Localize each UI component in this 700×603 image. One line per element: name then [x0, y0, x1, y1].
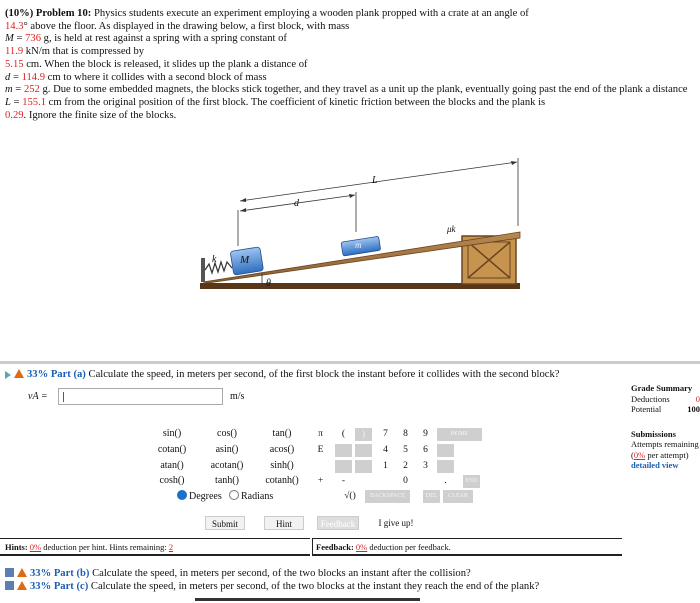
submit-button[interactable]: Submit [205, 516, 245, 530]
home-key[interactable]: HOME [437, 428, 482, 441]
hint-button[interactable]: Hint [264, 516, 304, 530]
part-b-question: Calculate the speed, in meters per second, of the two blocks an instant after the collision? [92, 568, 471, 579]
radio-empty-icon [229, 490, 239, 500]
part-a-question: Calculate the speed, in meters per second, of the first block the instant before it collides with the second block? [88, 369, 560, 380]
plus-key[interactable]: + [317, 476, 324, 486]
answer-input[interactable] [58, 388, 223, 405]
answer-unit: m/s [230, 391, 245, 402]
compression-value: 5.15 [5, 58, 24, 70]
block-m-label: m [355, 240, 362, 250]
asin-button[interactable]: asin() [215, 444, 239, 455]
give-up-button[interactable]: I give up! [378, 518, 414, 528]
blank-key[interactable] [335, 444, 352, 457]
clear-key[interactable]: CLEAR [443, 490, 473, 503]
part-b-icon [5, 568, 14, 577]
part-c-label: 33% Part (c) [30, 581, 89, 592]
cosh-button[interactable]: cosh() [159, 475, 185, 486]
problem-text: . Ignore the finite size of the blocks. [23, 109, 177, 121]
per-attempt-pct: 0% [633, 449, 646, 460]
mass-m-value: 252 [23, 84, 40, 96]
mu-label: μk [447, 224, 456, 234]
grade-summary: Grade Summary Deductions 0 Potential 100 Submissions Attempts remaining (0% per attempt) detailed view [631, 383, 700, 470]
theta-label: θ [266, 278, 271, 289]
feedback-text: deduction per feedback. [367, 542, 451, 552]
problem-text: cm to where it collides with a second block of mass [45, 71, 267, 83]
var-L: L [5, 96, 11, 108]
hints-label: Hints: [5, 542, 28, 552]
feedback-button[interactable]: Feedback [317, 516, 359, 530]
sqrt-key[interactable]: √() [344, 491, 356, 501]
part-c-heading[interactable] [5, 581, 539, 592]
problem-text: cm from the original position of the first block. The coefficient of kinetic friction between the blocks and the plank is [46, 96, 546, 108]
part-c-icon [5, 581, 14, 590]
sinh-button[interactable]: sinh() [270, 460, 294, 471]
radians-label: Radians [241, 491, 274, 502]
feedback-bar [312, 538, 622, 556]
warning-icon [14, 369, 24, 378]
attempts-label: Attempts remaining [631, 439, 699, 449]
feedback-label: Feedback: [316, 542, 354, 552]
key-6[interactable]: 6 [423, 445, 428, 455]
distance-d-value: 114.9 [21, 71, 46, 83]
deductions-label: Deductions [631, 393, 670, 404]
hint-deduction: 0% [29, 542, 42, 552]
degrees-label: Degrees [189, 491, 222, 502]
atan-button[interactable]: atan() [160, 460, 184, 471]
acos-button[interactable]: acos() [269, 444, 295, 455]
problem-text: kN/m that is compressed by [23, 46, 145, 58]
submissions-title: Submissions [631, 428, 676, 439]
tanh-button[interactable]: tanh() [215, 475, 239, 486]
spring-label: k [212, 254, 217, 265]
equals: = [13, 33, 26, 45]
part-b-label: 33% Part (b) [30, 568, 90, 579]
dot-key[interactable]: . [444, 476, 447, 486]
feedback-deduction: 0% [355, 542, 368, 552]
acotan-button[interactable]: acotan() [210, 460, 244, 471]
problem-statement: (10%) Problem 10: Physics students execute an experiment employing a wooden plank propped with a crate at an angle of 14.3° above the floor. As displayed in the drawing below, a first block, with mass M = 736 g, is held at rest against a spring with a spring constant of 11.9 kN/m that is compressed by 5.15 cm. When the block is released, it slides up the plank a distance of d = 114.9 cm to where it collides with a second block of mass m = 252 g. Due to some embedded magnets, the blocks stick together, and they travel as a unit up the plank, eventually going past the end of the plank a distance L = 155.1 cm from the original position of the first block. The coefficient of kinetic friction between the blocks and the plank is 0.29. Ignore the finite size of the blocks. [5, 8, 688, 121]
grade-title: Grade Summary [631, 383, 693, 393]
distance-L-value: 155.1 [22, 96, 47, 108]
problem-text: g, is held at rest against a spring with a spring constant of [41, 33, 287, 45]
key-7[interactable]: 7 [383, 429, 388, 439]
part-c-question: Calculate the speed, in meters per second, of the two blocks at the instant they reach the end of the plank? [90, 581, 540, 592]
warning-icon [17, 581, 27, 590]
separator [0, 361, 700, 364]
backspace-key[interactable]: BACKSPACE [365, 490, 410, 503]
angle-value: 14.3 [5, 20, 24, 32]
var-m: m [5, 84, 13, 96]
problem-text: g. Due to some embedded magnets, the blocks stick together, and they travel as a unit up the plank, eventually going past the end of the plank a distance [39, 84, 688, 96]
blank-key[interactable] [335, 460, 352, 473]
key-5[interactable]: 5 [403, 445, 408, 455]
answer-label: vA = [28, 391, 48, 402]
sin-button[interactable]: sin() [162, 428, 182, 439]
dimension-L [240, 158, 518, 226]
cotanh-button[interactable]: cotanh() [265, 475, 299, 486]
key-4[interactable]: 4 [383, 445, 388, 455]
deductions-value: 0 [695, 393, 700, 404]
part-b-heading[interactable] [5, 568, 471, 579]
blank-key[interactable] [355, 444, 372, 457]
minus-key[interactable]: - [341, 476, 346, 486]
problem-text: cm. When the block is released, it slides up the plank a distance of [23, 58, 308, 70]
e-key[interactable]: E [317, 445, 324, 455]
block-M-label: M [240, 254, 250, 266]
cos-button[interactable]: cos() [217, 428, 237, 439]
problem-text: ° above the floor. As displayed in the drawing below, a first block, with mass [23, 20, 350, 32]
detailed-view-link[interactable]: detailed view [631, 460, 679, 470]
tan-button[interactable]: tan() [272, 428, 292, 439]
spring-constant-value: 11.9 [5, 46, 24, 58]
spring [205, 262, 232, 273]
key-9[interactable]: 9 [423, 429, 428, 439]
end-key[interactable]: END [463, 475, 480, 488]
hints-text: deduction per hint. Hints remaining: [41, 542, 167, 552]
key-3[interactable]: 3 [423, 461, 428, 471]
L-label: L [372, 175, 378, 186]
key-0[interactable]: 0 [403, 476, 408, 486]
del-key[interactable]: DEL [423, 490, 440, 503]
hints-bar [0, 538, 310, 556]
blank-key[interactable] [355, 460, 372, 473]
radians-radio[interactable] [229, 490, 273, 502]
part-a-label: 33% Part (a) [27, 369, 86, 380]
close-paren-key[interactable]: ) [355, 428, 372, 441]
var-d: d [5, 71, 11, 83]
calculator [147, 422, 487, 512]
play-icon[interactable] [5, 371, 11, 379]
scrollbar[interactable] [195, 598, 420, 601]
warning-icon [17, 568, 27, 577]
friction-coefficient-value: 0.29 [5, 109, 24, 121]
open-paren-key[interactable]: ( [341, 429, 346, 439]
potential-value: 100 [687, 404, 700, 414]
problem-header: (10%) Problem 10: [5, 8, 92, 19]
wall [201, 258, 205, 282]
var-M: M [5, 33, 14, 45]
part-a-heading [5, 369, 559, 380]
cotan-button[interactable]: cotan() [157, 444, 187, 455]
text-cursor [63, 392, 64, 402]
mass-M-value: 736 [25, 33, 41, 45]
hints-remaining: 2 [168, 542, 174, 552]
blank-key[interactable] [437, 444, 454, 457]
potential-label: Potential [631, 404, 662, 414]
degrees-radio[interactable] [177, 490, 222, 502]
radio-selected-icon [177, 490, 187, 500]
key-1[interactable]: 1 [383, 461, 388, 471]
problem-text: Physics students execute an experiment employing a wooden plank propped with a crate at an angle of [93, 8, 529, 19]
key-8[interactable]: 8 [403, 429, 408, 439]
key-2[interactable]: 2 [403, 461, 408, 471]
blank-key[interactable] [437, 460, 454, 473]
pi-key[interactable]: π [318, 429, 323, 439]
d-label: d [294, 198, 299, 209]
per-attempt-text: per attempt) [645, 449, 689, 460]
